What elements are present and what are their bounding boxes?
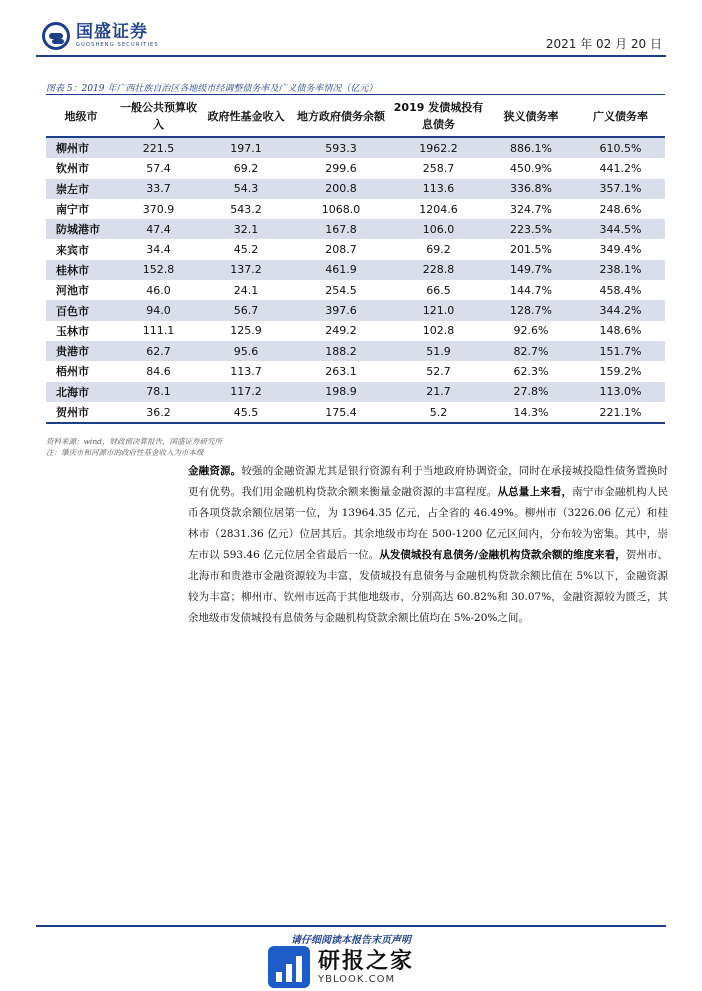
cell-budget-revenue: 84.6 bbox=[146, 364, 171, 378]
cell-budget-revenue: 34.4 bbox=[146, 243, 171, 257]
cell-city: 南宁市 bbox=[56, 203, 89, 217]
table-row bbox=[46, 199, 665, 219]
cell-gov-debt: 167.8 bbox=[291, 219, 391, 239]
report-date: 2021 年 02 月 20 日 bbox=[545, 37, 662, 51]
body-paragraph bbox=[188, 461, 668, 629]
table-row bbox=[46, 382, 665, 402]
cell-narrow-ratio: 128.7% bbox=[486, 300, 576, 320]
cell-budget-revenue: 33.7 bbox=[116, 179, 201, 199]
cell-broad-ratio: 248.6% bbox=[599, 202, 642, 216]
cell-city: 北海市 bbox=[46, 382, 116, 402]
table-row bbox=[46, 361, 665, 381]
para-text-2: 南宁市金融机构人民币各项贷款余额位居第一位，为 13964.35 亿元，占全省的 46.49%。柳州市（3226.06 亿元）和桂林市（2831.36 亿元）位居其后。其余地级市均在 500-1200 亿元区间内，分布较为密集。其中，崇左市以 593.46 亿元位居全省最后一位。 bbox=[188, 486, 669, 561]
cell-lgfv-debt: 121.0 bbox=[391, 300, 486, 320]
cell-gov-debt: 1068.0 bbox=[321, 202, 361, 216]
table-row bbox=[46, 341, 665, 361]
company-logo bbox=[42, 22, 159, 50]
cell-fund-revenue: 56.7 bbox=[201, 300, 291, 320]
footnote: 注：肇庆市和河源市的政府性基金收入为市本级 bbox=[46, 448, 204, 457]
cell-broad-ratio: 610.5% bbox=[576, 137, 665, 158]
cell-lgfv-debt: 5.2 bbox=[391, 402, 486, 423]
cell-narrow-ratio: 14.3% bbox=[486, 402, 576, 423]
cell-narrow-ratio: 92.6% bbox=[513, 324, 549, 338]
cell-city: 来宾市 bbox=[56, 243, 89, 257]
cell-gov-debt: 188.2 bbox=[291, 341, 391, 361]
table-row bbox=[46, 137, 665, 158]
cell-broad-ratio: 159.2% bbox=[599, 364, 642, 378]
cell-budget-revenue: 36.2 bbox=[116, 402, 201, 423]
para-bold-1: 从总量上来看， bbox=[497, 486, 573, 498]
logo-english: GUOSHENG SECURITIES bbox=[76, 42, 159, 48]
cell-gov-debt: 208.7 bbox=[325, 243, 357, 257]
cell-budget-revenue: 111.1 bbox=[142, 324, 175, 338]
cell-lgfv-debt: 52.7 bbox=[426, 364, 451, 378]
cell-city: 柳州市 bbox=[46, 137, 116, 158]
table-row bbox=[46, 158, 665, 178]
cell-gov-debt: 397.6 bbox=[291, 300, 391, 320]
cell-broad-ratio: 151.7% bbox=[576, 341, 665, 361]
cell-budget-revenue: 370.9 bbox=[142, 202, 175, 216]
col-header-fund-revenue: 政府性基金收入 bbox=[201, 96, 291, 137]
col-header-gov-debt: 地方政府债务余额 bbox=[291, 96, 391, 137]
cell-budget-revenue: 57.4 bbox=[146, 161, 171, 175]
cell-broad-ratio: 441.2% bbox=[599, 161, 642, 175]
cell-city: 贺州市 bbox=[46, 402, 116, 423]
watermark-url: YBLOOK.COM bbox=[318, 973, 396, 985]
cell-broad-ratio: 238.1% bbox=[576, 260, 665, 280]
para-text-1: 较强的金融资源尤其是银行资源有利于当地政府协调资金，同时在承接城投隐性债务置换时更有优势。我们用金融机构贷款余额来衡量金融资源的丰富程度。 bbox=[188, 465, 669, 498]
logo-name: 国盛证券 bbox=[76, 22, 148, 42]
bar-chart-icon bbox=[268, 946, 310, 988]
col-header-lgfv-debt: 2019 发债城投有息债务 bbox=[391, 96, 486, 137]
cell-lgfv-debt: 69.2 bbox=[426, 243, 451, 257]
cell-city: 桂林市 bbox=[46, 260, 116, 280]
cell-gov-debt: 198.9 bbox=[291, 382, 391, 402]
col-header-budget-revenue: 一般公共预算收入 bbox=[116, 96, 201, 137]
cell-broad-ratio: 344.2% bbox=[576, 300, 665, 320]
watermark bbox=[268, 946, 414, 988]
cell-narrow-ratio: 324.7% bbox=[510, 202, 552, 216]
cell-gov-debt: 200.8 bbox=[291, 179, 391, 199]
para-text-3: 贺州市、北海市和贵港市金融资源较为丰富，发债城投有息债务与金融机构贷款余额比值在 5%以下，金融资源较为丰富；柳州市、钦州市远高于其他地级市，分别高达 60.82%和 30.07%，金融资源较为匮乏，其余地级市发债城投有息债务与金融机构贷款余额比值均在 5%-20%之间。 bbox=[188, 549, 668, 624]
cell-narrow-ratio: 886.1% bbox=[486, 137, 576, 158]
table-row bbox=[46, 260, 665, 280]
cell-gov-debt: 461.9 bbox=[291, 260, 391, 280]
figure-notes bbox=[46, 436, 222, 458]
cell-city: 玉林市 bbox=[56, 324, 89, 338]
cell-gov-debt: 299.6 bbox=[325, 161, 357, 175]
cell-lgfv-debt: 113.6 bbox=[391, 179, 486, 199]
cell-fund-revenue: 45.2 bbox=[233, 243, 259, 257]
cell-fund-revenue: 45.5 bbox=[201, 402, 291, 423]
cell-lgfv-debt: 106.0 bbox=[391, 219, 486, 239]
cell-lgfv-debt: 258.7 bbox=[422, 161, 455, 175]
cell-narrow-ratio: 149.7% bbox=[486, 260, 576, 280]
header-divider bbox=[36, 55, 666, 57]
figure-title: 图表 5：2019 年广西壮族自治区各地级市经调整债务率及广义债务率情况（亿元） bbox=[46, 84, 378, 94]
cell-budget-revenue: 94.0 bbox=[116, 300, 201, 320]
cell-narrow-ratio: 82.7% bbox=[486, 341, 576, 361]
cell-fund-revenue: 197.1 bbox=[201, 137, 291, 158]
cell-city: 贵港市 bbox=[46, 341, 116, 361]
cell-budget-revenue: 78.1 bbox=[116, 382, 201, 402]
cell-fund-revenue: 95.6 bbox=[201, 341, 291, 361]
cell-budget-revenue: 62.7 bbox=[116, 341, 201, 361]
cell-lgfv-debt: 1962.2 bbox=[391, 137, 486, 158]
col-header-broad-ratio: 广义债务率 bbox=[576, 96, 665, 137]
cell-lgfv-debt: 228.8 bbox=[391, 260, 486, 280]
cell-fund-revenue: 24.1 bbox=[233, 283, 259, 297]
cell-narrow-ratio: 62.3% bbox=[513, 364, 549, 378]
cell-gov-debt: 175.4 bbox=[291, 402, 391, 423]
cell-broad-ratio: 221.1% bbox=[576, 402, 665, 423]
para-heading: 金融资源。 bbox=[188, 465, 242, 477]
cell-lgfv-debt: 21.7 bbox=[391, 382, 486, 402]
cell-budget-revenue: 46.0 bbox=[146, 283, 171, 297]
cell-city: 百色市 bbox=[46, 300, 116, 320]
table-row bbox=[46, 179, 665, 199]
cell-broad-ratio: 357.1% bbox=[576, 179, 665, 199]
table-row bbox=[46, 239, 665, 259]
cell-city: 崇左市 bbox=[46, 179, 116, 199]
col-header-narrow-ratio: 狭义债务率 bbox=[486, 96, 576, 137]
figure-title-rule bbox=[46, 94, 665, 95]
cell-fund-revenue: 117.2 bbox=[201, 382, 291, 402]
table-row bbox=[46, 321, 665, 341]
cell-city: 梧州市 bbox=[56, 365, 89, 379]
cell-gov-debt: 254.5 bbox=[325, 283, 357, 297]
cell-broad-ratio: 349.4% bbox=[599, 243, 642, 257]
table-row bbox=[46, 219, 665, 239]
footer-disclaimer: 请仔细阅读本报告末页声明 bbox=[291, 935, 411, 946]
cell-fund-revenue: 54.3 bbox=[201, 179, 291, 199]
cell-narrow-ratio: 223.5% bbox=[486, 219, 576, 239]
cell-narrow-ratio: 450.9% bbox=[510, 161, 552, 175]
cell-narrow-ratio: 27.8% bbox=[486, 382, 576, 402]
cell-broad-ratio: 344.5% bbox=[576, 219, 665, 239]
cell-fund-revenue: 137.2 bbox=[201, 260, 291, 280]
cell-lgfv-debt: 102.8 bbox=[422, 324, 455, 338]
table-row bbox=[46, 280, 665, 300]
cell-narrow-ratio: 144.7% bbox=[510, 283, 552, 297]
cell-narrow-ratio: 201.5% bbox=[510, 243, 552, 257]
para-bold-2: 从发债城投有息债务/金融机构贷款余额的维度来看， bbox=[379, 549, 626, 561]
cell-fund-revenue: 125.9 bbox=[230, 324, 262, 338]
footer-divider bbox=[36, 925, 666, 927]
cell-gov-debt: 249.2 bbox=[325, 324, 357, 338]
cell-fund-revenue: 113.7 bbox=[230, 364, 262, 378]
source-note: 资料来源：wind，财政预决算报告，国盛证券研究所 bbox=[46, 437, 222, 446]
cell-gov-debt: 263.1 bbox=[325, 364, 357, 378]
cell-gov-debt: 593.3 bbox=[291, 137, 391, 158]
cell-fund-revenue: 69.2 bbox=[233, 161, 259, 175]
debt-ratio-table bbox=[46, 96, 665, 424]
cell-city: 防城港市 bbox=[46, 219, 116, 239]
logo-icon bbox=[42, 22, 70, 50]
cell-fund-revenue: 543.2 bbox=[230, 202, 262, 216]
table-row bbox=[46, 402, 665, 423]
cell-city: 河池市 bbox=[56, 284, 89, 298]
cell-budget-revenue: 152.8 bbox=[116, 260, 201, 280]
table-header-row bbox=[46, 96, 665, 137]
cell-lgfv-debt: 1204.6 bbox=[419, 202, 458, 216]
col-header-city: 地级市 bbox=[46, 96, 116, 137]
table-row bbox=[46, 300, 665, 320]
cell-broad-ratio: 458.4% bbox=[599, 283, 642, 297]
cell-budget-revenue: 221.5 bbox=[116, 137, 201, 158]
cell-fund-revenue: 32.1 bbox=[201, 219, 291, 239]
cell-narrow-ratio: 336.8% bbox=[486, 179, 576, 199]
watermark-name: 研报之家 bbox=[318, 948, 415, 974]
cell-budget-revenue: 47.4 bbox=[116, 219, 201, 239]
cell-lgfv-debt: 66.5 bbox=[426, 283, 451, 297]
cell-city: 钦州市 bbox=[56, 162, 89, 176]
cell-broad-ratio: 148.6% bbox=[599, 324, 642, 338]
cell-lgfv-debt: 51.9 bbox=[391, 341, 486, 361]
cell-broad-ratio: 113.0% bbox=[576, 382, 665, 402]
page-header bbox=[0, 0, 702, 60]
